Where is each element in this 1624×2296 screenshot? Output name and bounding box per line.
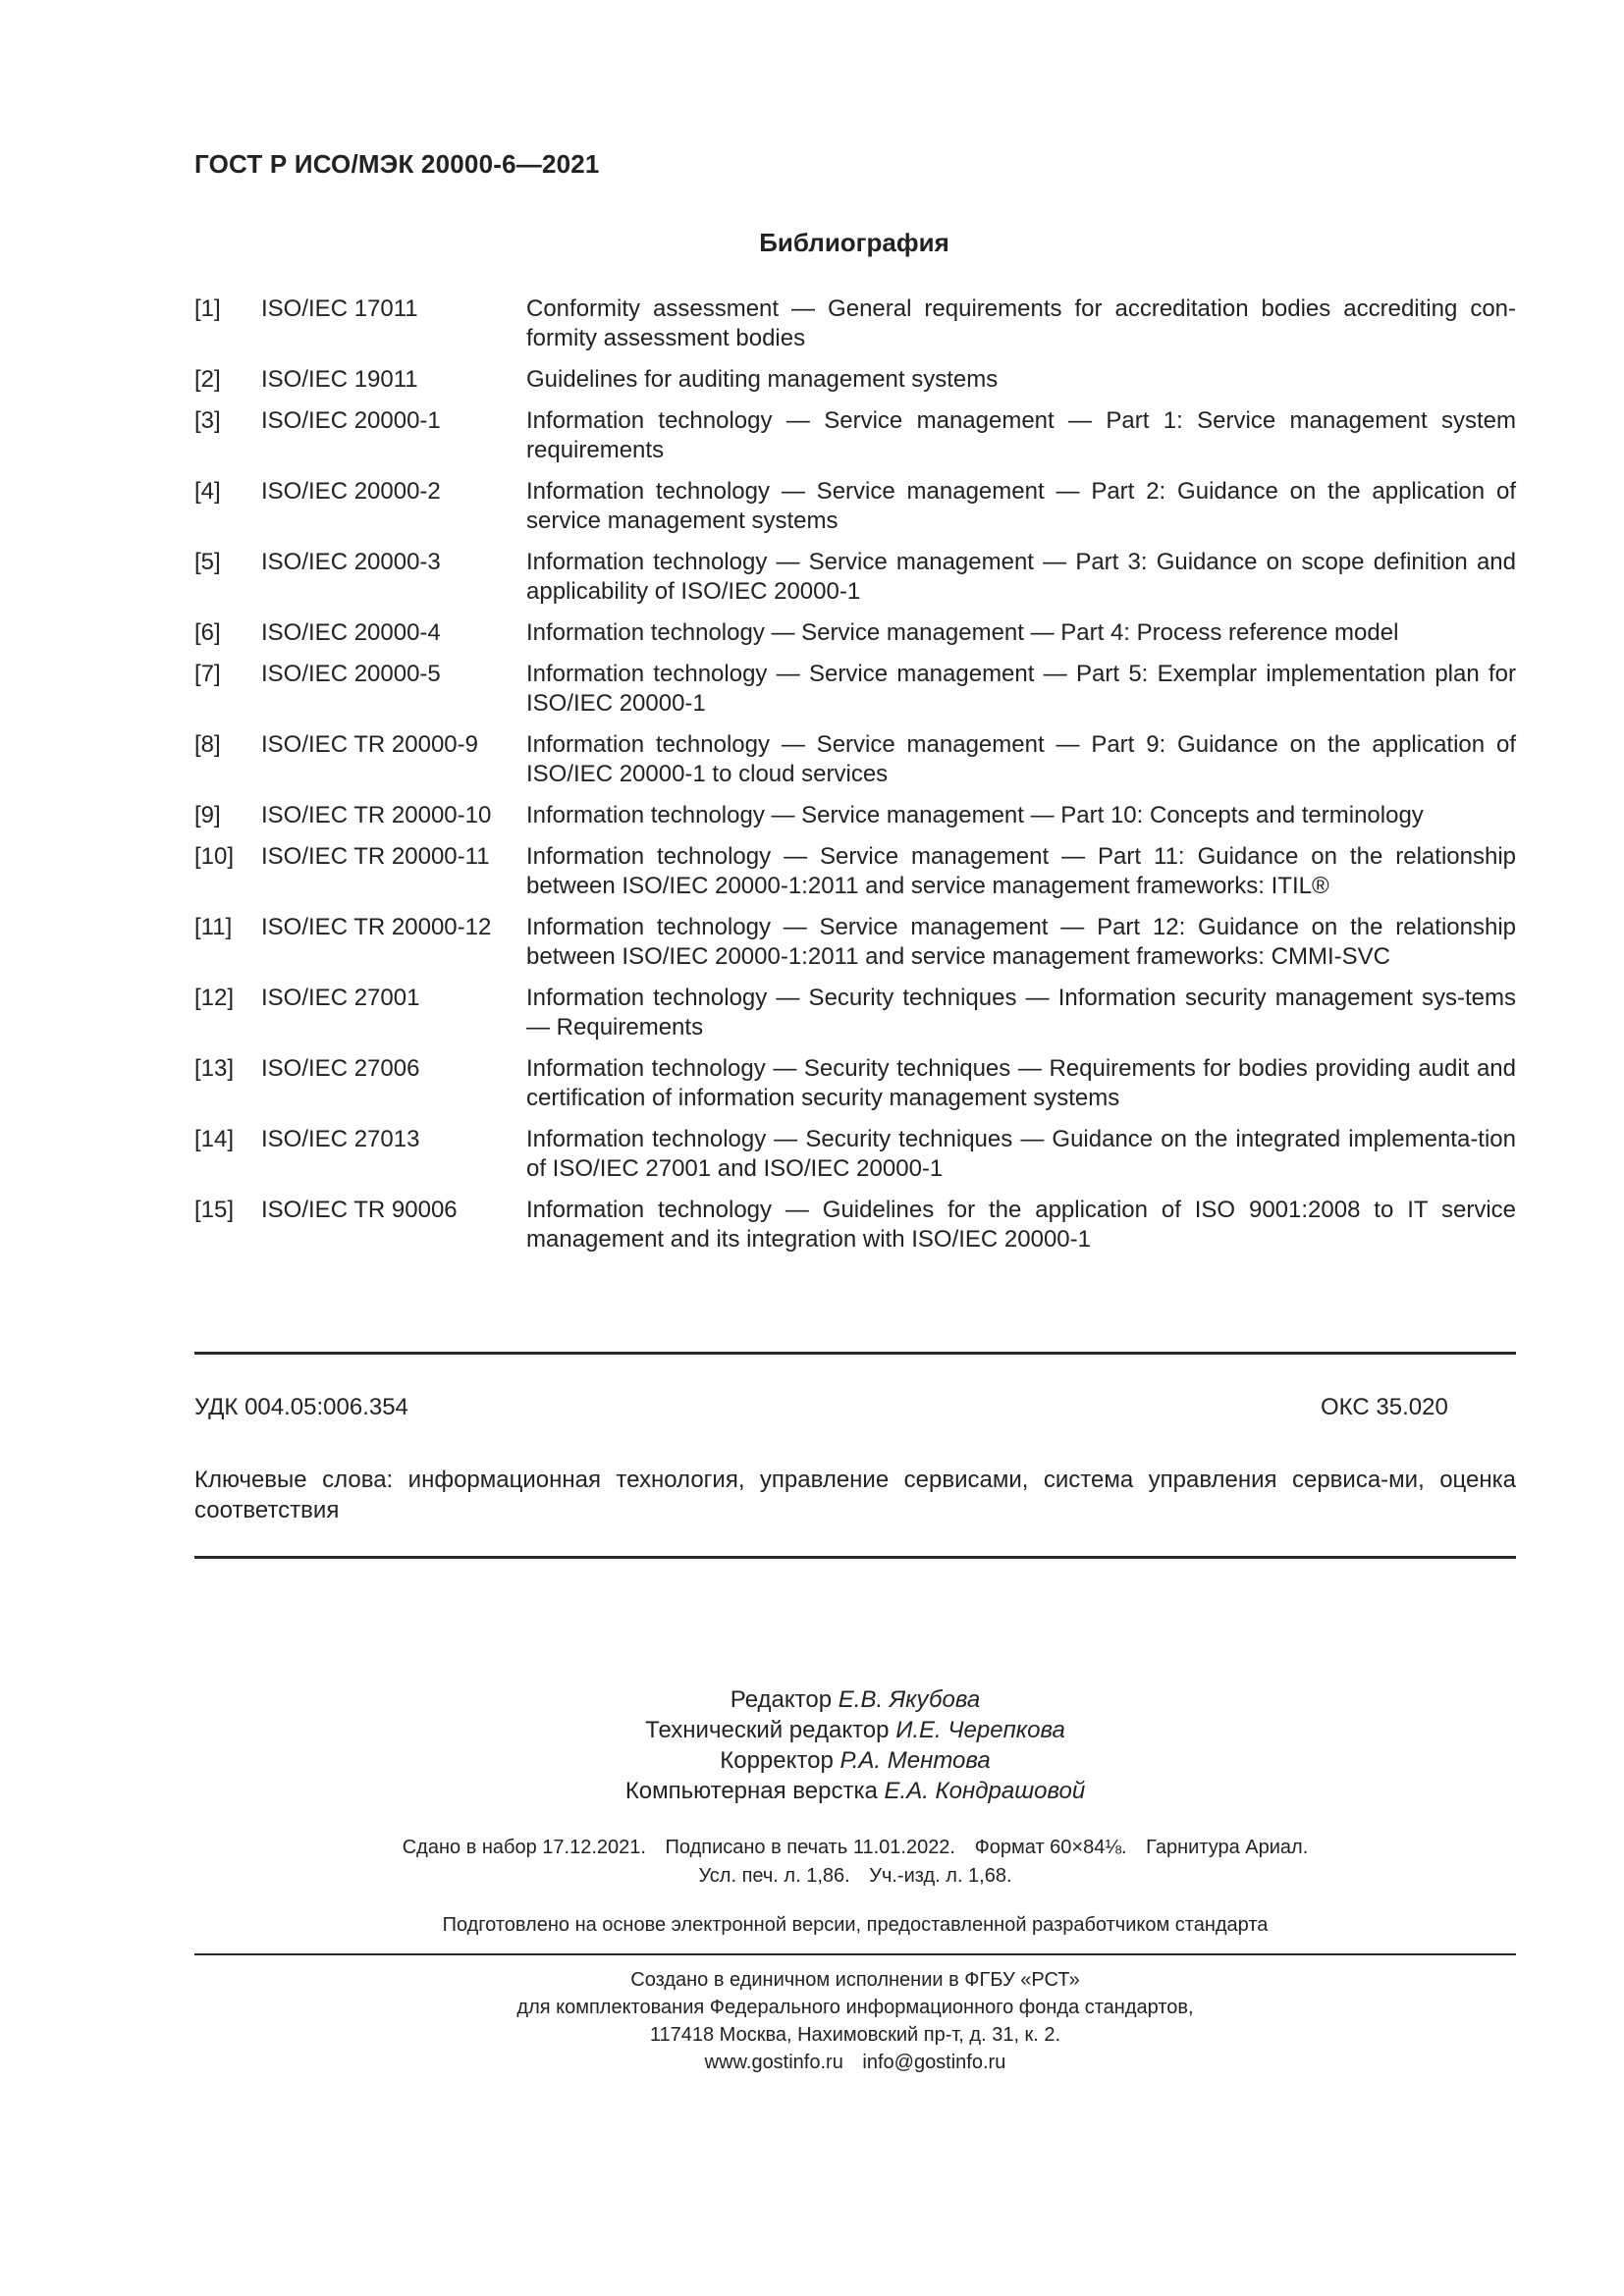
entry-title: Information technology — Service management — Part 11: Guidance on the relationship between ISO/IEC 20000-1:2011 and service management frameworks: ITIL® xyxy=(526,843,1516,899)
credit-name: Р.А. Ментова xyxy=(839,1747,991,1774)
entry-standard-code: ISO/IEC 20000-1 xyxy=(261,407,441,434)
entry-standard-code: ISO/IEC 27013 xyxy=(261,1126,420,1152)
divider-top xyxy=(194,1352,1516,1355)
entry-number: [8] xyxy=(194,731,221,758)
entry-title: Information technology — Service management — Part 12: Guidance on the relationship between ISO/IEC 20000-1:2011 and service management frameworks: CMMI-SVC xyxy=(526,914,1516,970)
entry-number: [1] xyxy=(194,295,221,322)
entry-title: Guidelines for auditing management systems xyxy=(526,366,999,393)
bibliography-entry xyxy=(194,618,1516,648)
paper-format: Формат 60×84⅛. xyxy=(974,1837,1127,1858)
entry-number: [4] xyxy=(194,478,221,505)
credit-name: И.Е. Черепкова xyxy=(895,1717,1065,1743)
entry-standard-code: ISO/IEC TR 20000-10 xyxy=(261,802,492,828)
bibliography-entry xyxy=(194,548,1516,607)
entry-number: [15] xyxy=(194,1197,235,1223)
entry-number: [7] xyxy=(194,661,221,687)
bibliography-entry xyxy=(194,406,1516,465)
bibliography-entry xyxy=(194,984,1516,1042)
entry-title: Information technology — Service management — Part 2: Guidance on the application of service management systems xyxy=(526,478,1516,534)
print-info-line-2 xyxy=(194,1862,1516,1891)
entry-number: [9] xyxy=(194,802,221,828)
entry-title: Information technology — Security techniques — Information security management sys-tems — Requirements xyxy=(526,985,1516,1041)
entry-standard-code: ISO/IEC 20000-2 xyxy=(261,478,441,505)
divider-middle xyxy=(194,1556,1516,1559)
entry-standard-code: ISO/IEC 20000-3 xyxy=(261,549,441,575)
entry-standard-code: ISO/IEC 20000-5 xyxy=(261,661,441,687)
bibliography-entry xyxy=(194,913,1516,972)
entry-standard-code: ISO/IEC TR 20000-11 xyxy=(261,843,490,870)
signed-date: Подписано в печать 11.01.2022. xyxy=(665,1837,955,1858)
bibliography-entry xyxy=(194,1054,1516,1113)
publisher-block xyxy=(194,1966,1516,2076)
print-info xyxy=(194,1834,1516,1891)
bibliography-entry xyxy=(194,801,1516,830)
bibliography-entry xyxy=(194,365,1516,395)
entry-number: [11] xyxy=(194,914,233,940)
document-code-header: ГОСТ Р ИСО/МЭК 20000-6—2021 xyxy=(194,149,600,179)
publisher-email[interactable]: info@gostinfo.ru xyxy=(862,2052,1006,2073)
oks-code: ОКС 35.020 xyxy=(1321,1394,1448,1420)
entry-title: Information technology — Service management — Part 4: Process reference model xyxy=(526,619,1399,646)
keywords-paragraph: Ключевые слова: информационная технология, управление сервисами, система управления сервиса-ми, оценка соответствия xyxy=(194,1467,1516,1523)
bibliography-list xyxy=(194,294,1516,1266)
entry-title: Information technology — Service management — Part 9: Guidance on the application of ISO/IEC 20000-1 to cloud services xyxy=(526,731,1516,787)
entry-number: [12] xyxy=(194,985,235,1011)
bibliography-entry xyxy=(194,294,1516,353)
credit-name: Е.А. Кондрашовой xyxy=(884,1778,1086,1804)
entry-number: [14] xyxy=(194,1126,235,1152)
print-info-line-1 xyxy=(194,1834,1516,1862)
publisher-contacts xyxy=(194,2049,1516,2076)
entry-number: [3] xyxy=(194,407,221,434)
credit-role: Технический редактор xyxy=(645,1717,890,1743)
divider-bottom xyxy=(194,1953,1516,1955)
credit-role: Компьютерная верстка xyxy=(624,1778,878,1804)
entry-title: Information technology — Security techniques — Guidance on the integrated implementa-tion of ISO/IEC 27001 and ISO/IEC 20000-1 xyxy=(526,1126,1516,1182)
entry-standard-code: ISO/IEC TR 20000-9 xyxy=(261,731,478,758)
entry-number: [5] xyxy=(194,549,221,575)
entry-title: Conformity assessment — General requirements for accreditation bodies accrediting con-formity assessment bodies xyxy=(526,295,1516,351)
entry-title: Information technology — Guidelines for the application of ISO 9001:2008 to IT service management and its integration with ISO/IEC 20000-1 xyxy=(526,1197,1516,1253)
printed-sheets: Усл. печ. л. 1,86. xyxy=(698,1865,850,1887)
entry-title: Information technology — Service management — Part 5: Exemplar implementation plan for ISO/IEC 20000-1 xyxy=(526,661,1516,717)
bibliography-entry xyxy=(194,477,1516,536)
credit-line xyxy=(194,1684,1516,1715)
entry-title: Information technology — Service management — Part 10: Concepts and terminology xyxy=(526,802,1424,828)
credit-line xyxy=(194,1745,1516,1776)
entry-standard-code: ISO/IEC 27006 xyxy=(261,1055,420,1082)
publisher-line-2: для комплектования Федерального информационного фонда стандартов, xyxy=(516,1997,1194,2018)
bibliography-entry xyxy=(194,730,1516,789)
entry-standard-code: ISO/IEC TR 20000-12 xyxy=(261,914,492,940)
bibliography-entry xyxy=(194,660,1516,719)
entry-number: [6] xyxy=(194,619,221,646)
entry-title: Information technology — Service management — Part 1: Service management system requirements xyxy=(526,407,1516,463)
entry-number: [2] xyxy=(194,366,221,393)
bibliography-entry xyxy=(194,1125,1516,1184)
submitted-date: Сдано в набор 17.12.2021. xyxy=(402,1837,646,1858)
entry-standard-code: ISO/IEC 17011 xyxy=(261,295,418,322)
credits-block xyxy=(194,1684,1516,1806)
credit-role: Корректор xyxy=(720,1747,834,1774)
bibliography-entry xyxy=(194,1196,1516,1255)
credit-line xyxy=(194,1715,1516,1745)
bibliography-title: Библиография xyxy=(759,228,949,257)
publisher-line-1: Создано в единичном исполнении в ФГБУ «РСТ» xyxy=(630,1969,1080,1991)
entry-standard-code: ISO/IEC 27001 xyxy=(261,985,420,1011)
entry-title: Information technology — Service management — Part 3: Guidance on scope definition and applicability of ISO/IEC 20000-1 xyxy=(526,549,1516,605)
typeface: Гарнитура Ариал. xyxy=(1146,1837,1309,1858)
entry-standard-code: ISO/IEC TR 90006 xyxy=(261,1197,458,1223)
entry-number: [13] xyxy=(194,1055,235,1082)
entry-standard-code: ISO/IEC 19011 xyxy=(261,366,418,393)
credit-name: Е.В. Якубова xyxy=(838,1686,981,1713)
udk-code: УДК 004.05:006.354 xyxy=(194,1394,408,1420)
credit-role: Редактор xyxy=(730,1686,833,1713)
bibliography-entry xyxy=(194,842,1516,901)
entry-standard-code: ISO/IEC 20000-4 xyxy=(261,619,441,646)
prepared-note: Подготовлено на основе электронной версии, предоставленной разработчиком стандарта xyxy=(442,1914,1269,1936)
entry-number: [10] xyxy=(194,843,235,870)
edition-sheets: Уч.-изд. л. 1,68. xyxy=(869,1865,1012,1887)
publisher-website[interactable]: www.gostinfo.ru xyxy=(704,2052,843,2073)
entry-title: Information technology — Security techniques — Requirements for bodies providing audit and certification of information security management systems xyxy=(526,1055,1516,1111)
credit-line xyxy=(194,1776,1516,1806)
publisher-line-3: 117418 Москва, Нахимовский пр-т, д. 31, к. 2. xyxy=(649,2024,1061,2046)
